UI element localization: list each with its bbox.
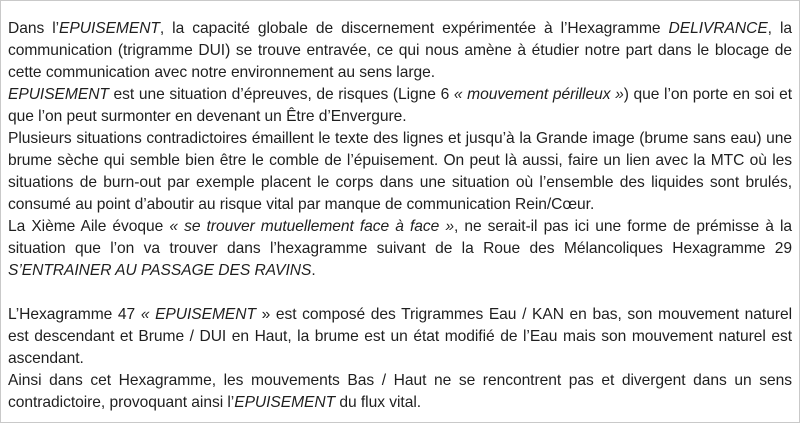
paragraph-brume	[8, 128, 792, 216]
paragraph-intro	[8, 18, 792, 84]
italic-text: « se trouver mutuellement face à face »	[169, 218, 454, 235]
italic-text: « mouvement périlleux »	[453, 86, 624, 103]
text-run: » est composé des Trigrammes Eau / KAN en bas, son mouvement naturel est descendant et Brume / DUI en Haut, la brume est un état modifié de l’Eau mais son mouvement naturel est ascendant.	[8, 306, 793, 367]
text-run: est une situation d’épreuves, de risques (Ligne 6	[108, 86, 454, 103]
paragraph-mouvements	[8, 370, 792, 414]
text-run: ) que l’on porte en soi et que l’on peut surmonter en devenant un Être d’Envergure.	[8, 86, 792, 125]
text-run: du flux vital.	[335, 394, 422, 411]
italic-text: « EPUISEMENT	[140, 306, 256, 323]
paragraph-epreuves	[8, 84, 792, 128]
document-body	[8, 18, 792, 414]
paragraph-aile	[8, 216, 792, 282]
text-run: Dans l’	[8, 20, 60, 37]
text-run: , ne serait-il pas ici une forme de prémisse à la situation que l’on va trouver dans l’hexagramme suivant de la Roue des Mélancoliques Hexagramme 29	[8, 218, 792, 257]
text-run: L’Hexagramme 47	[8, 306, 141, 323]
text-run: , la communication (trigramme DUI) se trouve entravée, ce qui nous amène à étudier notre part dans le blocage de cette communication avec notre environnement au sens large.	[8, 20, 792, 81]
text-run: .	[311, 262, 316, 279]
text-run: Plusieurs situations contradictoires émaillent le texte des lignes et jusqu’à la Grande image (brume sans eau) une brume sèche qui semble bien être le comble de l’épuisement. On peut là aussi, faire un lien avec la MTC où les situations de burn-out par exemple placent le corps dans une situation où l’ensemble des liquides sont brulés, consumé au point d’aboutir au risque vital par manque de communication Rein/Cœur.	[8, 130, 792, 213]
italic-text: EPUISEMENT	[59, 20, 160, 37]
text-run: , la capacité globale de discernement expérimentée à l’Hexagramme	[159, 20, 669, 37]
italic-text: EPUISEMENT	[8, 86, 109, 103]
italic-text: EPUISEMENT	[234, 394, 336, 411]
italic-text: S’ENTRAINER AU PASSAGE DES RAVINS	[8, 262, 312, 279]
italic-text: DELIVRANCE	[668, 20, 768, 37]
text-run: Ainsi dans cet Hexagramme, les mouvements Bas / Haut ne se rencontrent pas et divergent dans un sens contradictoire, provoquant ainsi l’	[8, 372, 792, 411]
paragraph-hexagramme-47	[8, 304, 792, 370]
text-run: La Xième Aile évoque	[8, 218, 170, 235]
